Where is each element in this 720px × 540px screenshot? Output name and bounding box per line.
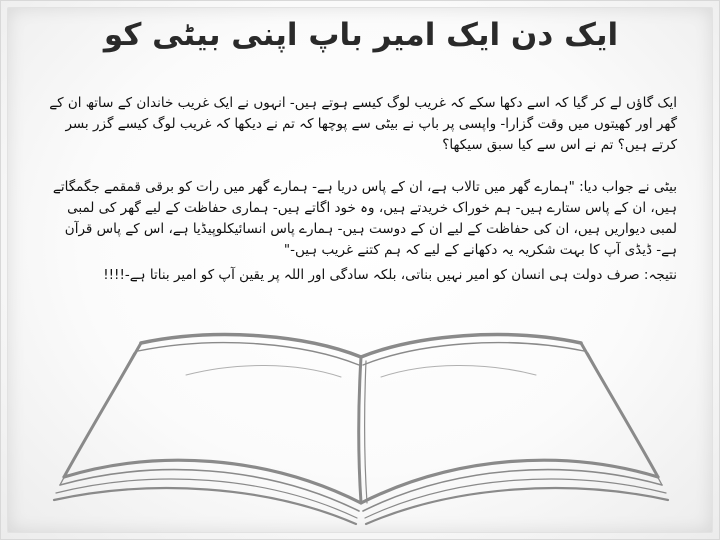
story-paragraph-answer: بیٹی نے جواب دیا: "ہمارے گھر میں تالاب ہے، ان کے پاس دریا ہے- ہمارے گھر میں رات کو برقی قمقمے جگمگاتے ہیں، ان کے پاس ستارے ہیں- ہم خوراک خریدتے ہیں، وہ خود اگاتے ہیں- ہماری حفاظت کے لیے گھر کی لمبی لمبی دیواریں ہیں، ان کی حفاظت کے لیے ان کے دوست ہیں- ہمارے پاس انسائیکلوپیڈیا ہے، اس کے پاس قرآن ہے- ڈیڈی آپ کا بہت شکریہ یہ دکھانے کے لیے کہ ہم کتنے غریب ہیں-" [52, 179, 677, 258]
story-paragraph-moral: نتیجہ: صرف دولت ہی انسان کو امیر نہیں بناتی، بلکہ سادگی اور اللہ پر یقین آپ کو امیر بناتا ہے-!!!! [103, 267, 677, 283]
open-book-icon [46, 317, 676, 527]
story-paragraph-intro: ایک گاؤں لے کر گیا کہ اسے دکھا سکے کہ غریب لوگ کیسے ہوتے ہیں- انہوں نے ایک غریب خاندان کے ساتھ ان کے گھر اور کھیتوں میں وقت گزارا- واپسی پر باپ نے بیٹی سے پوچھا کہ تم نے دیکھا کہ غریب لوگ کیسے گزر بسر کرتے ہیں؟ تم نے اس سے کیا سبق سیکھا؟ [49, 95, 677, 153]
page-title: ایک دن ایک امیر باپ اپنی بیٹی کو [103, 17, 619, 53]
